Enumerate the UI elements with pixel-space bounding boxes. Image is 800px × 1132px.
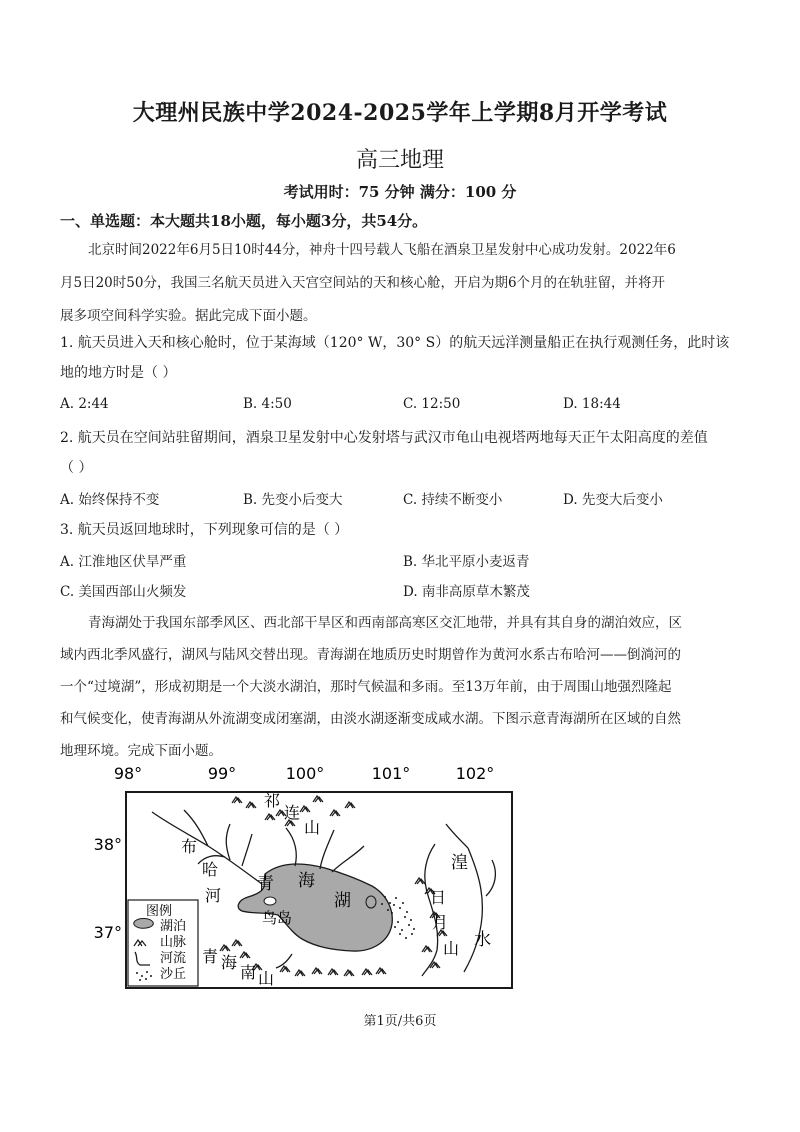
- label-nan: 南: [240, 963, 257, 982]
- lon-label-101: 101°: [371, 764, 411, 783]
- option-a: A. 2:44: [60, 396, 109, 412]
- lon-label-99: 99°: [207, 764, 237, 783]
- question-line: 1. 航天员进入天和核心舱时，位于某海域（120° W，30° S）的航天远洋测量船正在执行观测任务，此时该: [60, 335, 730, 351]
- label-qi: 祁: [264, 791, 281, 810]
- label-shui: 水: [474, 930, 491, 950]
- passage-line: 域内西北季风盛行，湖风与陆风交替出现。青海湖在地质历史时期曾作为黄河水系古布哈河——倒淌河的: [60, 647, 681, 663]
- option-c: C. 美国西部山火频发: [60, 584, 187, 600]
- label-shan-nanshan: 山: [258, 969, 275, 988]
- label-ha: 哈: [202, 860, 219, 879]
- passage-line: 北京时间2022年6月5日10时44分，神舟十四号载人飞船在酒泉卫星发射中心成功发射。2022年6: [88, 242, 676, 258]
- option-b: B. 华北平原小麦返青: [403, 554, 530, 570]
- label-lake-qing: 青: [257, 874, 274, 894]
- option-c: C. 持续不断变小: [403, 492, 503, 508]
- section-heading: 一、单选题：本大题共18小题，每小题3分，共54分。: [60, 212, 428, 230]
- passage-line: 月5日20时50分，我国三名航天员进入天宫空间站的天和核心舱，开启为期6个月的在轨驻留，并将开: [60, 275, 666, 291]
- option-a: A. 始终保持不变: [60, 492, 160, 508]
- passage-line: 一个“过境湖”，形成初期是一个大淡水湖泊，那时气候温和多雨。至13万年前，由于周围山地强烈隆起: [60, 679, 672, 695]
- label-bu: 布: [181, 837, 198, 856]
- question-line: （ ）: [60, 460, 93, 476]
- legend-mountain: 山脉: [160, 935, 187, 950]
- small-lake: [366, 896, 376, 908]
- option-d: D. 先变大后变小: [563, 492, 663, 508]
- option-d: D. 18:44: [563, 396, 621, 412]
- label-lake-hu: 湖: [334, 891, 351, 911]
- label-lake-hai: 海: [298, 871, 315, 891]
- legend-river: 河流: [160, 951, 187, 966]
- subject-title: 高三地理: [355, 148, 444, 173]
- label-huang: 湟: [451, 853, 468, 873]
- lake-legend-icon: [134, 918, 153, 928]
- label-bird-island: 鸟岛: [262, 909, 293, 927]
- lat-label-37: 37°: [93, 923, 122, 942]
- passage-line: 地理环境。完成下面小题。: [60, 743, 222, 759]
- label-lian: 连: [284, 803, 301, 822]
- lon-label-102: 102°: [455, 764, 495, 783]
- label-qing-nanshan: 青: [202, 947, 219, 966]
- legend-dune: 沙丘: [160, 967, 187, 982]
- legend-lake: 湖泊: [160, 919, 187, 934]
- qinghai-lake-map: [80, 762, 530, 997]
- passage-line: 和气候变化，使青海湖从外流湖变成闭塞湖，由淡水湖逐渐变成咸水湖。下图示意青海湖所在区域的自然: [60, 711, 681, 727]
- lon-label-100: 100°: [285, 764, 325, 783]
- exam-title: 大理州民族中学2024-2025学年上学期8月开学考试: [132, 100, 668, 126]
- passage-line: 展多项空间科学实验。据此完成下面小题。: [60, 308, 317, 324]
- option-d: D. 南非高原草木繁茂: [403, 584, 530, 600]
- map-legend: [128, 900, 198, 986]
- label-shan-riyue: 山: [443, 939, 460, 958]
- label-yue: 月: [432, 913, 449, 932]
- label-shan-qilian: 山: [304, 818, 321, 837]
- legend-title: 图例: [146, 904, 173, 919]
- bird-island: [264, 897, 276, 905]
- passage-line: 青海湖处于我国东部季风区、西北部干旱区和西南部高寒区交汇地带，并具有其自身的湖泊效应，区: [88, 615, 682, 631]
- option-b: B. 先变小后变大: [243, 492, 343, 508]
- question-line: 3. 航天员返回地球时，下列现象可信的是（ ）: [60, 522, 349, 538]
- page-number: 第1页/共6页: [363, 1014, 437, 1029]
- label-ri: 日: [430, 888, 447, 907]
- lon-label-98: 98°: [113, 764, 143, 783]
- option-a: A. 江淮地区伏旱严重: [60, 554, 187, 570]
- option-b: B. 4:50: [243, 396, 292, 412]
- lat-label-38: 38°: [93, 835, 122, 854]
- question-line: 地的地方时是（ ）: [60, 365, 177, 381]
- label-hai-nanshan: 海: [221, 953, 238, 972]
- option-c: C. 12:50: [403, 396, 461, 412]
- label-he: 河: [205, 886, 222, 905]
- exam-info: 考试用时：75 分钟 满分：100 分: [283, 183, 517, 201]
- question-line: 2. 航天员在空间站驻留期间，酒泉卫星发射中心发射塔与武汉市龟山电视塔两地每天正午太阳高度的差值: [60, 430, 708, 446]
